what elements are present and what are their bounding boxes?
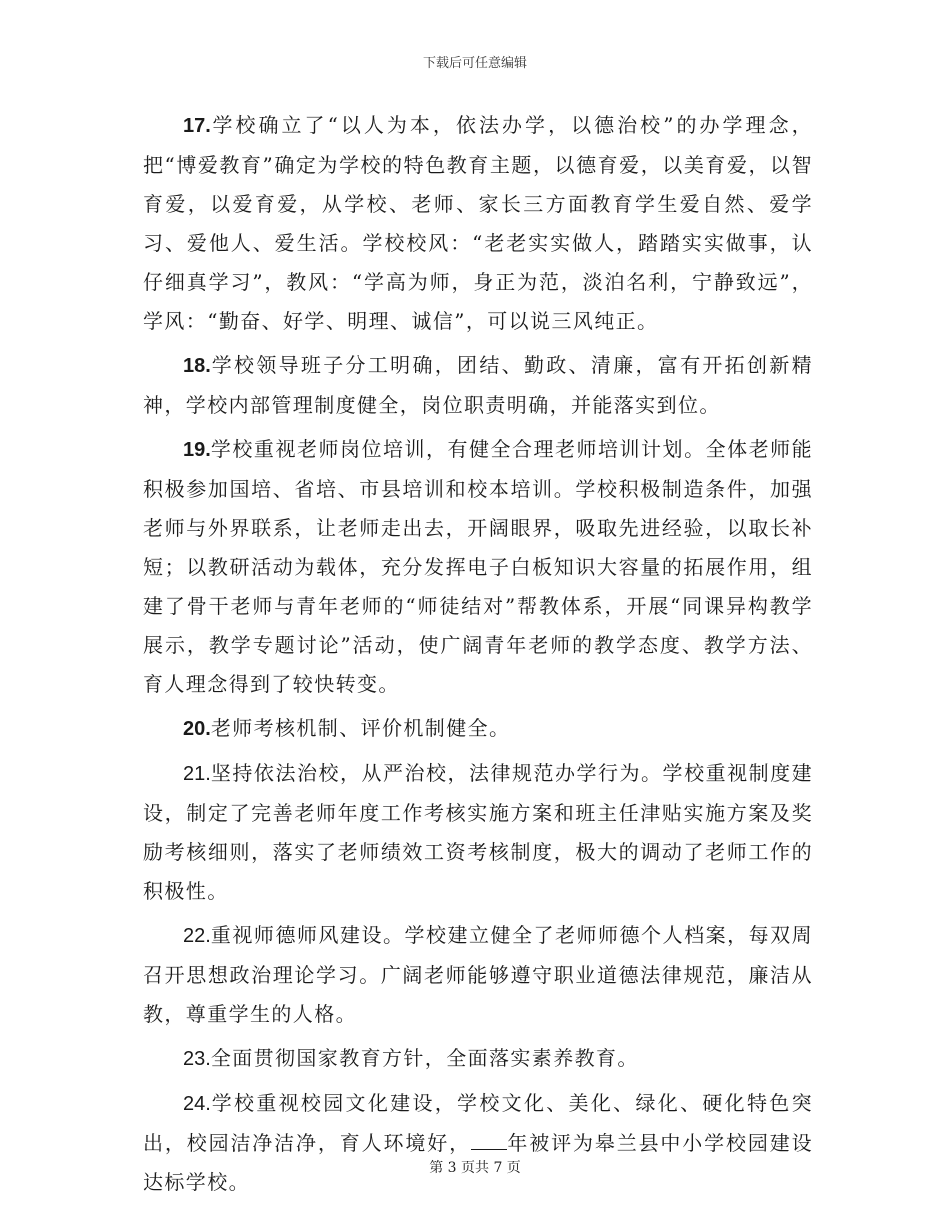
paragraph-text: 老师考核机制、评价机制健全。 [210,716,511,740]
paragraph-number: 24. [183,1093,211,1115]
paragraph-text: 学校重视老师岗位培训，有健全合理老师培训计划。全体老师能积极参加国培、省培、市县培训和校本培训。学校积极制造条件，加强老师与外界联系，让老师走出去，开阔眼界，吸取先进经验，以取长补短；以教研活动为载体，充分发挥电子白板知识大容量的拓展作用，组建了骨干老师与青年老师的“师徒结对”帮教体系，开展“同课异构教学展示，教学专题讨论”活动，使广阔青年老师的教学态度、教学方法、育人理念得到了较快转变。 [143,437,813,696]
paragraph-text: 全面贯彻国家教育方针，全面落实素养教育。 [210,1046,639,1070]
paragraph-number: 23. [183,1048,211,1070]
paragraph-21 [143,754,813,911]
page-footer: 第 3 页共 7 页 [429,1160,521,1176]
paragraph-23 [143,1039,813,1079]
paragraph-text: 学校确立了“以人为本，依法办学，以德治校”的办学理念，把“博爱教育”确定为学校的特色教育主题，以德育爱，以美育爱，以智育爱，以爱育爱，从学校、老师、家长三方面教育学生爱自然、爱学习、爱他人、爱生活。学校校风：“老老实实做人，踏踏实实做事，认仔细真学习”，教风：“学高为师，身正为范，淡泊名利，宁静致远”，学风：“勤奋、好学、明理、诚信”，可以说三风纯正。 [143,113,813,333]
paragraph-24 [143,1084,813,1202]
paragraph-19 [143,430,813,704]
document-body [143,106,813,1207]
paragraph-number: 22. [183,925,211,947]
blank-underline [471,1131,507,1150]
paragraph-text-continued: 年被评为皋兰县中小学校园建设达标学校。 [143,1131,814,1194]
paragraph-number: 20. [183,718,211,740]
paragraph-number: 17. [183,115,211,137]
paragraph-number: 18. [183,355,211,377]
paragraph-20 [143,709,813,749]
paragraph-number: 21. [183,763,211,785]
paragraph-text: 学校领导班子分工明确，团结、勤政、清廉，富有开拓创新精神，学校内部管理制度健全，岗位职责明确，并能落实到位。 [143,353,813,417]
paragraph-22 [143,916,813,1034]
paragraph-18 [143,346,813,425]
paragraph-17 [143,106,813,341]
paragraph-text: 坚持依法治校，从严治校，法律规范办学行为。学校重视制度建设，制定了完善老师年度工作考核实施方案和班主任津贴实施方案及奖励考核细则，落实了老师绩效工资考核制度，极大的调动了老师工作的积极性。 [143,761,813,903]
page-header: 下载后可任意编辑 [422,56,527,71]
paragraph-text: 重视师德师风建设。学校建立健全了老师师德个人档案，每双周召开思想政治理论学习。广阔老师能够遵守职业道德法律规范，廉洁从教，尊重学生的人格。 [143,923,813,1026]
paragraph-number: 19. [183,439,211,461]
paragraph-text: 学校重视校园文化建设，学校文化、美化、绿化、硬化特色突出，校园洁净洁净，育人环境好， [143,1091,813,1155]
